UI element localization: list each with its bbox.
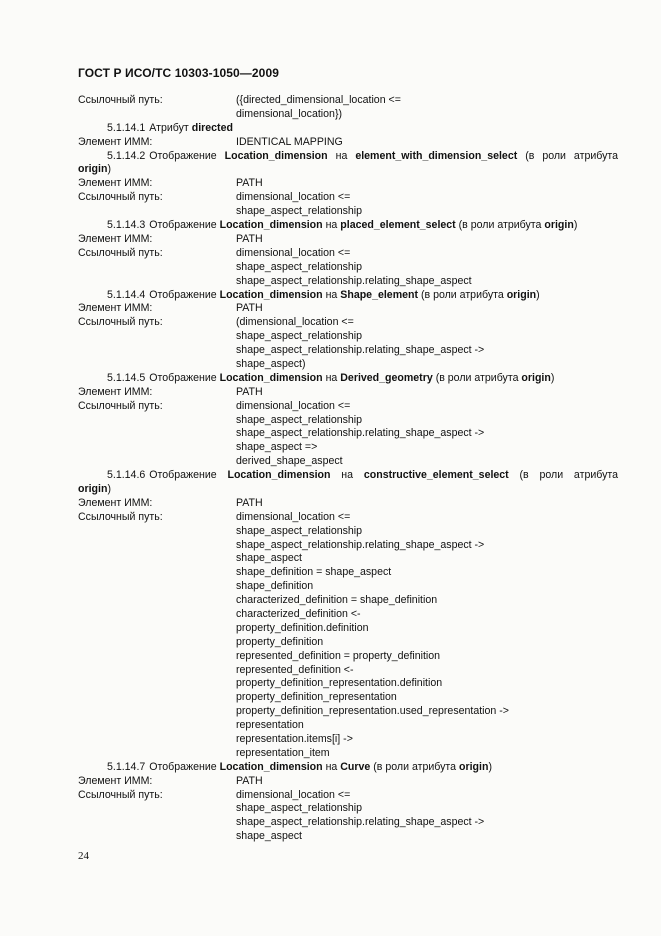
path-row	[78, 677, 618, 691]
role-close: )	[488, 760, 492, 773]
path-line: shape_aspect =>	[236, 441, 318, 454]
on-word: на	[325, 371, 338, 384]
page-header: ГОСТ Р ИСО/ТС 10303-1050—2009	[78, 66, 279, 80]
on-word: на	[335, 149, 348, 162]
path-row	[78, 650, 618, 664]
path-row	[78, 664, 618, 678]
path-line: derived_shape_aspect	[236, 455, 343, 468]
source-name: placed_element_select	[340, 219, 456, 232]
attr-name: directed	[191, 121, 233, 134]
path-line: shape_aspect_relationship.relating_shape_aspect ->	[236, 427, 485, 440]
on-word: на	[325, 760, 338, 773]
path-row	[78, 552, 618, 566]
path-row	[78, 622, 618, 636]
path-row	[78, 608, 618, 622]
ref-path-row	[78, 789, 618, 803]
path-line: dimensional_location <=	[236, 510, 351, 523]
ref-path-label: Ссылочный путь:	[78, 316, 163, 329]
imm-value: PATH	[236, 177, 263, 190]
path-row	[78, 275, 618, 289]
imm-value: PATH	[236, 496, 263, 509]
source-name: Derived_geometry	[340, 371, 433, 384]
section-number: 5.1.14.2	[107, 149, 146, 162]
on-word: на	[341, 469, 354, 482]
role-close: )	[573, 219, 578, 232]
section-heading	[78, 150, 618, 178]
section-heading	[78, 372, 618, 386]
ref-path-row	[78, 247, 618, 261]
path-line: dimensional_location <=	[236, 788, 351, 801]
role-name: origin	[544, 219, 574, 232]
role-close: )	[536, 288, 540, 301]
imm-row	[78, 177, 618, 191]
imm-value: PATH	[236, 385, 263, 398]
path-line: ({directed_dimensional_location <=	[236, 94, 401, 106]
imm-label: Элемент ИММ:	[78, 385, 153, 398]
on-word: на	[325, 288, 338, 301]
ref-path-row	[78, 94, 618, 108]
path-line: property_definition_representation.definition	[236, 677, 443, 690]
section-heading	[78, 122, 618, 136]
imm-row	[78, 775, 618, 789]
ref-path-label: Ссылочный путь:	[78, 399, 163, 412]
path-row	[78, 691, 618, 705]
role-name: origin	[78, 163, 108, 176]
path-line: shape_definition = shape_aspect	[236, 566, 392, 579]
imm-value: PATH	[236, 774, 263, 787]
mapping-word: Отображение	[149, 469, 217, 482]
role-text: (в роли атрибута	[435, 371, 519, 384]
ref-path-label: Ссылочный путь:	[78, 94, 163, 106]
path-line: property_definition	[236, 635, 324, 648]
path-line: representation.items[i] ->	[236, 733, 353, 746]
path-line: shape_aspect_relationship	[236, 802, 363, 815]
path-row	[78, 261, 618, 275]
section-number: 5.1.14.7	[107, 760, 146, 773]
imm-row	[78, 497, 618, 511]
path-line: represented_definition <-	[236, 663, 354, 676]
path-row	[78, 580, 618, 594]
role-name: origin	[459, 760, 489, 773]
path-row	[78, 830, 618, 844]
path-row	[78, 802, 618, 816]
source-name: constructive_element_select	[363, 469, 509, 482]
path-line: dimensional_location})	[236, 107, 343, 120]
imm-value: PATH	[236, 302, 263, 315]
ref-path-row	[78, 400, 618, 414]
imm-label: Элемент ИММ:	[78, 774, 153, 787]
role-text: (в роли атрибута	[420, 288, 504, 301]
target-name: Location_dimension	[227, 469, 331, 482]
section-heading	[78, 219, 618, 233]
mapping-word: Отображение	[149, 371, 217, 384]
page-number: 24	[78, 850, 89, 862]
path-row	[78, 414, 618, 428]
ref-path-row	[78, 191, 618, 205]
imm-label: Элемент ИММ:	[78, 232, 153, 245]
path-row	[78, 358, 618, 372]
ref-path-label: Ссылочный путь:	[78, 788, 163, 801]
target-name: Location_dimension	[219, 219, 323, 232]
section-heading	[78, 761, 618, 775]
role-text: (в роли атрибута	[519, 469, 619, 482]
section-number: 5.1.14.5	[107, 371, 146, 384]
role-name: origin	[521, 371, 551, 384]
path-line: shape_aspect_relationship	[236, 524, 363, 537]
section-heading	[78, 289, 618, 303]
section-number: 5.1.14.4	[107, 288, 146, 301]
path-line: shape_aspect_relationship	[236, 205, 363, 218]
target-name: Location_dimension	[219, 288, 323, 301]
path-line: property_definition.definition	[236, 621, 369, 634]
role-close: )	[550, 371, 555, 384]
path-line: representation	[236, 719, 304, 732]
path-line: represented_definition = property_definition	[236, 649, 441, 662]
path-line: characterized_definition = shape_definition	[236, 594, 438, 607]
on-word: на	[325, 219, 338, 232]
path-row	[78, 566, 618, 580]
role-name: origin	[506, 288, 537, 301]
path-line: property_definition_representation.used_representation ->	[236, 705, 509, 718]
path-row	[78, 733, 618, 747]
path-line: shape_aspect	[236, 552, 302, 565]
section-heading	[78, 469, 618, 497]
target-name: Location_dimension	[219, 371, 323, 384]
mapping-word: Отображение	[149, 288, 217, 301]
path-row	[78, 705, 618, 719]
path-line: dimensional_location <=	[236, 246, 351, 259]
path-line: shape_aspect_relationship	[236, 413, 363, 426]
ref-path-label: Ссылочный путь:	[78, 510, 163, 523]
section-number: 5.1.14.1	[107, 121, 146, 134]
path-row	[78, 594, 618, 608]
role-text: (в роли атрибута	[525, 149, 619, 162]
source-name: Curve	[340, 760, 371, 773]
path-row	[78, 344, 618, 358]
path-row	[78, 747, 618, 761]
mapping-word: Отображение	[149, 149, 217, 162]
path-row	[78, 455, 618, 469]
path-line: shape_aspect_relationship	[236, 260, 363, 273]
imm-label: Элемент ИММ:	[78, 302, 153, 315]
path-row	[78, 525, 618, 539]
ref-path-row	[78, 511, 618, 525]
path-line: dimensional_location <=	[236, 191, 351, 204]
role-close: )	[107, 163, 111, 176]
attr-word: Атрибут	[149, 121, 189, 134]
path-row	[78, 816, 618, 830]
role-close: )	[107, 482, 111, 495]
target-name: Location_dimension	[219, 760, 323, 773]
path-line: shape_aspect)	[236, 357, 306, 370]
path-line: shape_aspect_relationship	[236, 330, 363, 343]
path-row	[78, 427, 618, 441]
imm-row	[78, 302, 618, 316]
path-row	[78, 330, 618, 344]
imm-row	[78, 136, 618, 150]
path-line: characterized_definition <-	[236, 608, 361, 621]
imm-row	[78, 386, 618, 400]
role-text: (в роли атрибута	[373, 760, 457, 773]
path-line: shape_aspect	[236, 830, 302, 843]
path-line: shape_aspect_relationship.relating_shape_aspect ->	[236, 538, 485, 551]
path-row	[78, 108, 618, 122]
ref-path-label: Ссылочный путь:	[78, 191, 163, 204]
target-name: Location_dimension	[224, 149, 328, 162]
path-line: shape_aspect_relationship.relating_shape_aspect ->	[236, 816, 485, 829]
path-row	[78, 205, 618, 219]
mapping-word: Отображение	[149, 219, 217, 232]
section-number: 5.1.14.3	[107, 219, 146, 232]
path-row	[78, 719, 618, 733]
imm-row	[78, 233, 618, 247]
imm-label: Элемент ИММ:	[78, 177, 153, 190]
imm-label: Элемент ИММ:	[78, 135, 153, 148]
path-line: dimensional_location <=	[236, 399, 351, 412]
ref-path-row	[78, 316, 618, 330]
path-line: shape_definition	[236, 580, 314, 593]
path-line: representation_item	[236, 746, 330, 759]
imm-value: IDENTICAL MAPPING	[236, 135, 343, 148]
source-name: Shape_element	[340, 288, 419, 301]
imm-label: Элемент ИММ:	[78, 496, 153, 509]
path-row	[78, 636, 618, 650]
role-text: (в роли атрибута	[458, 219, 542, 232]
path-line: property_definition_representation	[236, 691, 397, 704]
mapping-word: Отображение	[149, 760, 217, 773]
role-name: origin	[78, 482, 108, 495]
path-line: (dimensional_location <=	[236, 316, 354, 329]
section-number: 5.1.14.6	[107, 469, 146, 482]
path-row	[78, 539, 618, 553]
ref-path-label: Ссылочный путь:	[78, 246, 163, 259]
source-name: element_with_dimension_select	[355, 149, 518, 162]
path-line: shape_aspect_relationship.relating_shape_aspect ->	[236, 344, 485, 357]
imm-value: PATH	[236, 232, 263, 245]
path-row	[78, 441, 618, 455]
path-line: shape_aspect_relationship.relating_shape_aspect	[236, 274, 472, 287]
page-content	[78, 94, 618, 844]
